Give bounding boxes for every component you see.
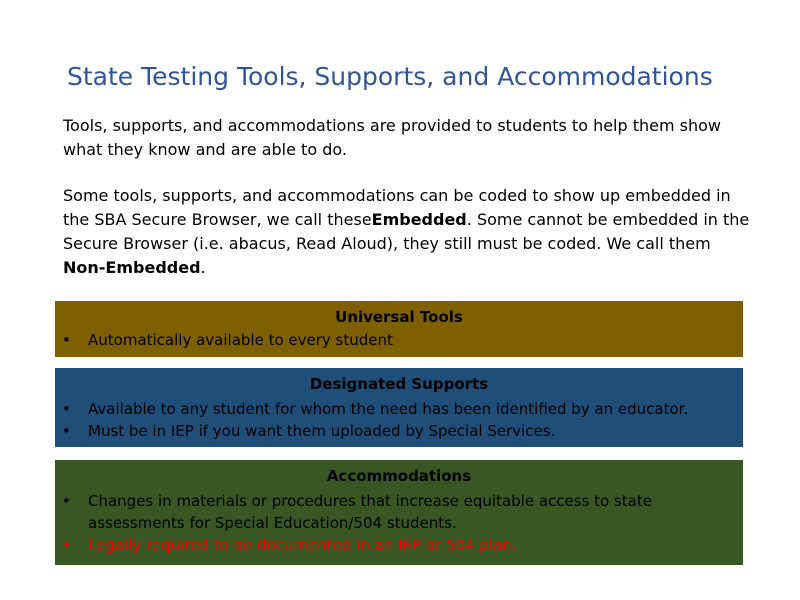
list-item [55, 329, 743, 351]
bullet-text: Changes in materials or procedures that increase equitable access to state assessments for Special Education/504 students. [88, 492, 652, 532]
list-item [55, 490, 743, 534]
accommodations-heading: Accommodations [326, 467, 472, 485]
bullet-icon: • [62, 492, 71, 510]
accommodations-list [55, 490, 743, 556]
embedded-term: Embedded [371, 210, 467, 229]
designated-supports-heading: Designated Supports [309, 375, 489, 393]
bullet-icon: • [62, 536, 71, 554]
universal-tools-list [55, 329, 743, 351]
intro-paragraph: Tools, supports, and accommodations are provided to students to help them show what they know and are able to do. [63, 116, 722, 159]
bullet-text: Legally required to be documented in an IEP or 504 plan. [88, 536, 517, 554]
slide-title: State Testing Tools, Supports, and Accommodations [67, 62, 713, 91]
non-embedded-term: Non-Embedded [63, 258, 201, 277]
bullet-text: Must be in IEP if you want them uploaded by Special Services. [88, 422, 556, 440]
bullet-text: Available to any student for whom the need has been identified by an educator. [88, 400, 689, 418]
bullet-icon: • [62, 400, 71, 418]
designated-supports-list [55, 398, 743, 442]
bullet-text: Automatically available to every student [88, 331, 393, 349]
coding-text-part1: Some tools, supports, and accommodations can be coded to show up embedded in the SBA Secure Browser, we call these [63, 186, 731, 229]
coding-text-part2: . Some cannot be embedded in the Secure Browser (i.e. abacus, Read Aloud), they still must be coded. We call them [63, 210, 750, 253]
list-item [55, 534, 743, 556]
list-item [55, 420, 743, 442]
list-item [55, 398, 743, 420]
coding-paragraph [63, 184, 753, 280]
bullet-icon: • [62, 422, 71, 440]
coding-text-part3: . [200, 258, 206, 277]
bullet-icon: • [62, 331, 71, 349]
universal-tools-heading: Universal Tools [335, 308, 463, 326]
